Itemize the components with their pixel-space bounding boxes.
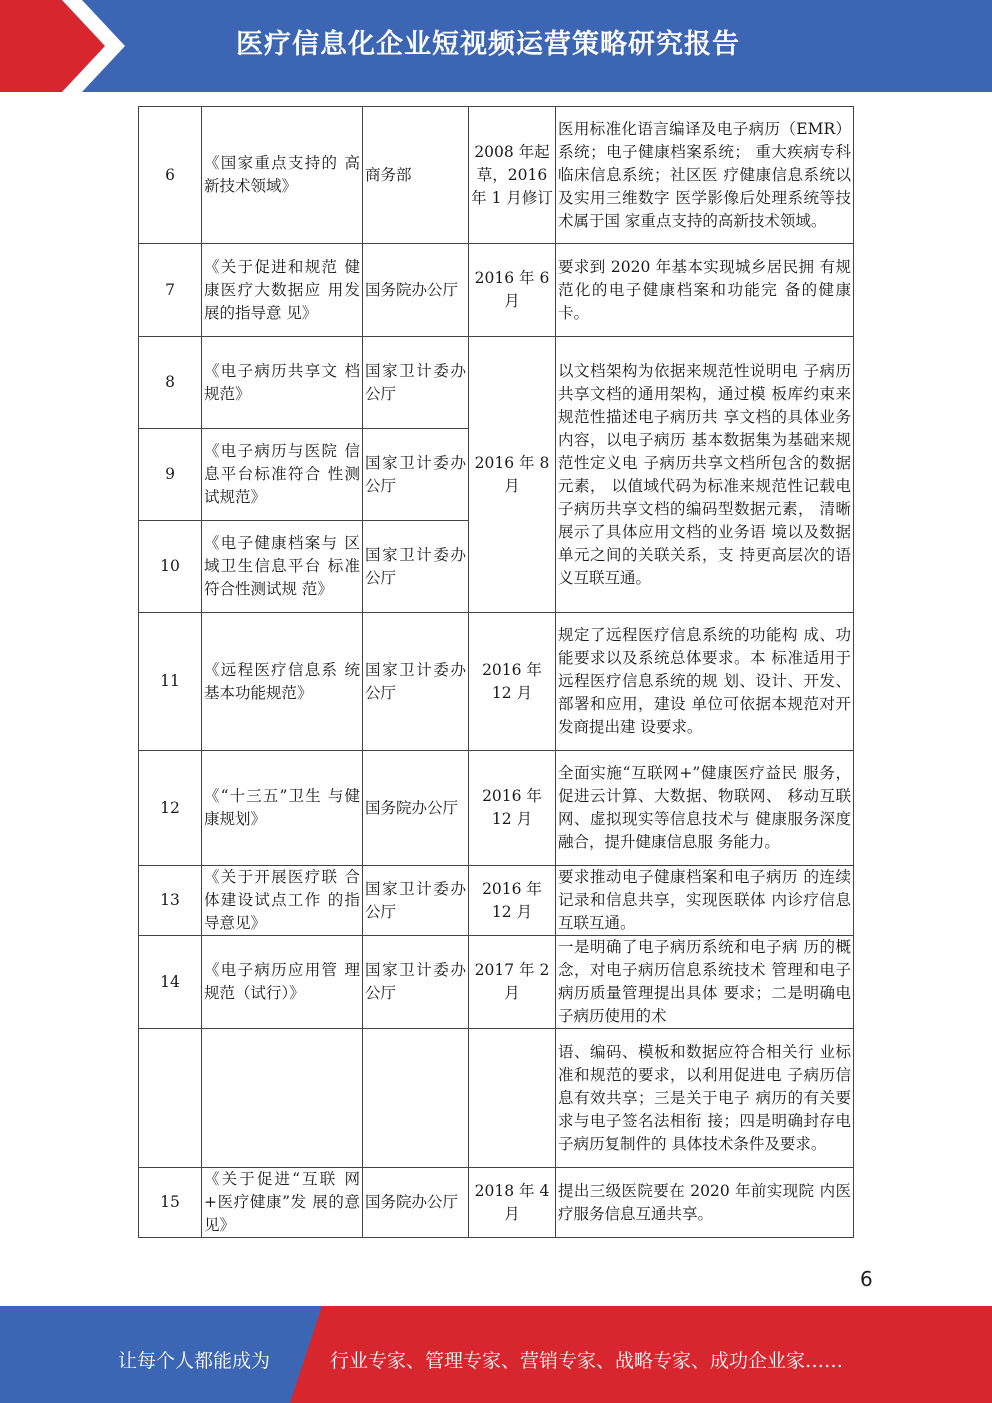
policy-name: 《“十三五”卫生 与健康规划》 <box>202 751 363 866</box>
header-arrow-decoration <box>0 0 200 92</box>
row-number: 13 <box>139 866 202 936</box>
issuing-department <box>363 1029 469 1168</box>
policy-content: 提出三级医院要在 2020 年前实现院 内医疗服务信息互通共享。 <box>556 1168 854 1238</box>
table-row <box>139 613 854 751</box>
policy-name: 《电子健康档案与 区域卫生信息平台 标准符合性测试规 范》 <box>202 521 363 613</box>
issue-date: 2016 年 6 月 <box>469 244 556 337</box>
policy-name: 《远程医疗信息系 统基本功能规范》 <box>202 613 363 751</box>
row-number: 15 <box>139 1168 202 1238</box>
footer-slogan-left: 让每个人都能成为 <box>118 1350 271 1372</box>
policy-content: 以文档架构为依据来规范性说明电 子病历共享文档的通用架构，通过模 板库约束来规范性描述电子病历共 享文档的具体业务内容，以电子病历 基本数据集为基础来规范性定义电 子病历共享文档所包含的数据元素， 以值域代码为标准来规范性记载电 子病历共享文档的编码型数据元素， 清晰展示了具体应用文档的业务语 境以及数据单元之间的关联关系，支 持更高层次的语义互联互通。 <box>556 337 854 613</box>
policy-table <box>138 106 854 1238</box>
policy-name: 《国家重点支持的 高新技术领域》 <box>202 107 363 244</box>
footer-slogan-right: 行业专家、管理专家、营销专家、战略专家、成功企业家…… <box>330 1350 844 1372</box>
row-number <box>139 1029 202 1168</box>
issue-date: 2018 年 4 月 <box>469 1168 556 1238</box>
policy-name <box>202 1029 363 1168</box>
policy-content: 全面实施“互联网+”健康医疗益民 服务，促进云计算、大数据、物联网、 移动互联网、虚拟现实等信息技术与 健康服务深度融合，提升健康信息服 务能力。 <box>556 751 854 866</box>
issuing-department: 国务院办公厅 <box>363 751 469 866</box>
policy-name: 《关于开展医疗联 合体建设试点工作 的指导意见》 <box>202 866 363 936</box>
row-number: 10 <box>139 521 202 613</box>
issuing-department: 国家卫计委办公厅 <box>363 521 469 613</box>
issuing-department: 国家卫计委办公厅 <box>363 936 469 1029</box>
issue-date: 2016 年 8 月 <box>469 337 556 613</box>
issue-date: 2008 年起草，2016 年 1 月修订 <box>469 107 556 244</box>
policy-content: 医用标准化语言编译及电子病历（EMR）系统；电子健康档案系统； 重大疾病专科临床信息系统；社区医 疗健康信息系统以及实用三维数字 医学影像后处理系统等技术属于国 家重点支持的高新技术领域。 <box>556 107 854 244</box>
table-row <box>139 866 854 936</box>
table-row <box>139 936 854 1029</box>
issuing-department: 国务院办公厅 <box>363 1168 469 1238</box>
document-title: 医疗信息化企业短视频运营策略研究报告 <box>236 29 740 60</box>
issue-date: 2016 年 12 月 <box>469 613 556 751</box>
issuing-department: 商务部 <box>363 107 469 244</box>
row-number: 8 <box>139 337 202 429</box>
issuing-department: 国家卫计委办公厅 <box>363 613 469 751</box>
issue-date: 2016 年 12 月 <box>469 751 556 866</box>
issuing-department: 国家卫计委办公厅 <box>363 337 469 429</box>
policy-name: 《关于促进“互联 网+医疗健康”发 展的意见》 <box>202 1168 363 1238</box>
row-number: 7 <box>139 244 202 337</box>
policy-content: 语、编码、模板和数据应符合相关行 业标准和规范的要求，以利用促进电 子病历信息有效共享；三是关于电子 病历的有关要求与电子签名法相衔 接；四是明确封存电子病历复制件的 具体技术条件及要求。 <box>556 1029 854 1168</box>
table-row <box>139 751 854 866</box>
issuing-department: 国家卫计委办公厅 <box>363 429 469 521</box>
policy-name: 《电子病历应用管 理规范（试行）》 <box>202 936 363 1029</box>
table-row <box>139 337 854 429</box>
row-number: 6 <box>139 107 202 244</box>
issue-date: 2016 年 12 月 <box>469 866 556 936</box>
row-number: 12 <box>139 751 202 866</box>
table-row <box>139 1168 854 1238</box>
table-row <box>139 107 854 244</box>
policy-name: 《电子病历与医院 信息平台标准符合 性测试规范》 <box>202 429 363 521</box>
policy-content: 要求到 2020 年基本实现城乡居民拥 有规范化的电子健康档案和功能完 备的健康卡。 <box>556 244 854 337</box>
table-row <box>139 244 854 337</box>
policy-name: 《关于促进和规范 健康医疗大数据应 用发展的指导意 见》 <box>202 244 363 337</box>
policy-name: 《电子病历共享文 档规范》 <box>202 337 363 429</box>
issue-date <box>469 1029 556 1168</box>
policy-content: 一是明确了电子病历系统和电子病 历的概念，对电子病历信息系统技术 管理和电子病历质量管理提出具体 要求；二是明确电子病历使用的术 <box>556 936 854 1029</box>
row-number: 9 <box>139 429 202 521</box>
table-row <box>139 1029 854 1168</box>
policy-content: 规定了远程医疗信息系统的功能构 成、功能要求以及系统总体要求。本 标准适用于远程医疗信息系统的规 划、设计、开发、部署和应用，建设 单位可依据本规范对开发商提出建 设要求。 <box>556 613 854 751</box>
row-number: 11 <box>139 613 202 751</box>
row-number: 14 <box>139 936 202 1029</box>
issuing-department: 国务院办公厅 <box>363 244 469 337</box>
issue-date: 2017 年 2 月 <box>469 936 556 1029</box>
page-number: 6 <box>860 1267 873 1291</box>
policy-content: 要求推动电子健康档案和电子病历 的连续记录和信息共享，实现医联体 内诊疗信息互联互通。 <box>556 866 854 936</box>
issuing-department: 国家卫计委办公厅 <box>363 866 469 936</box>
